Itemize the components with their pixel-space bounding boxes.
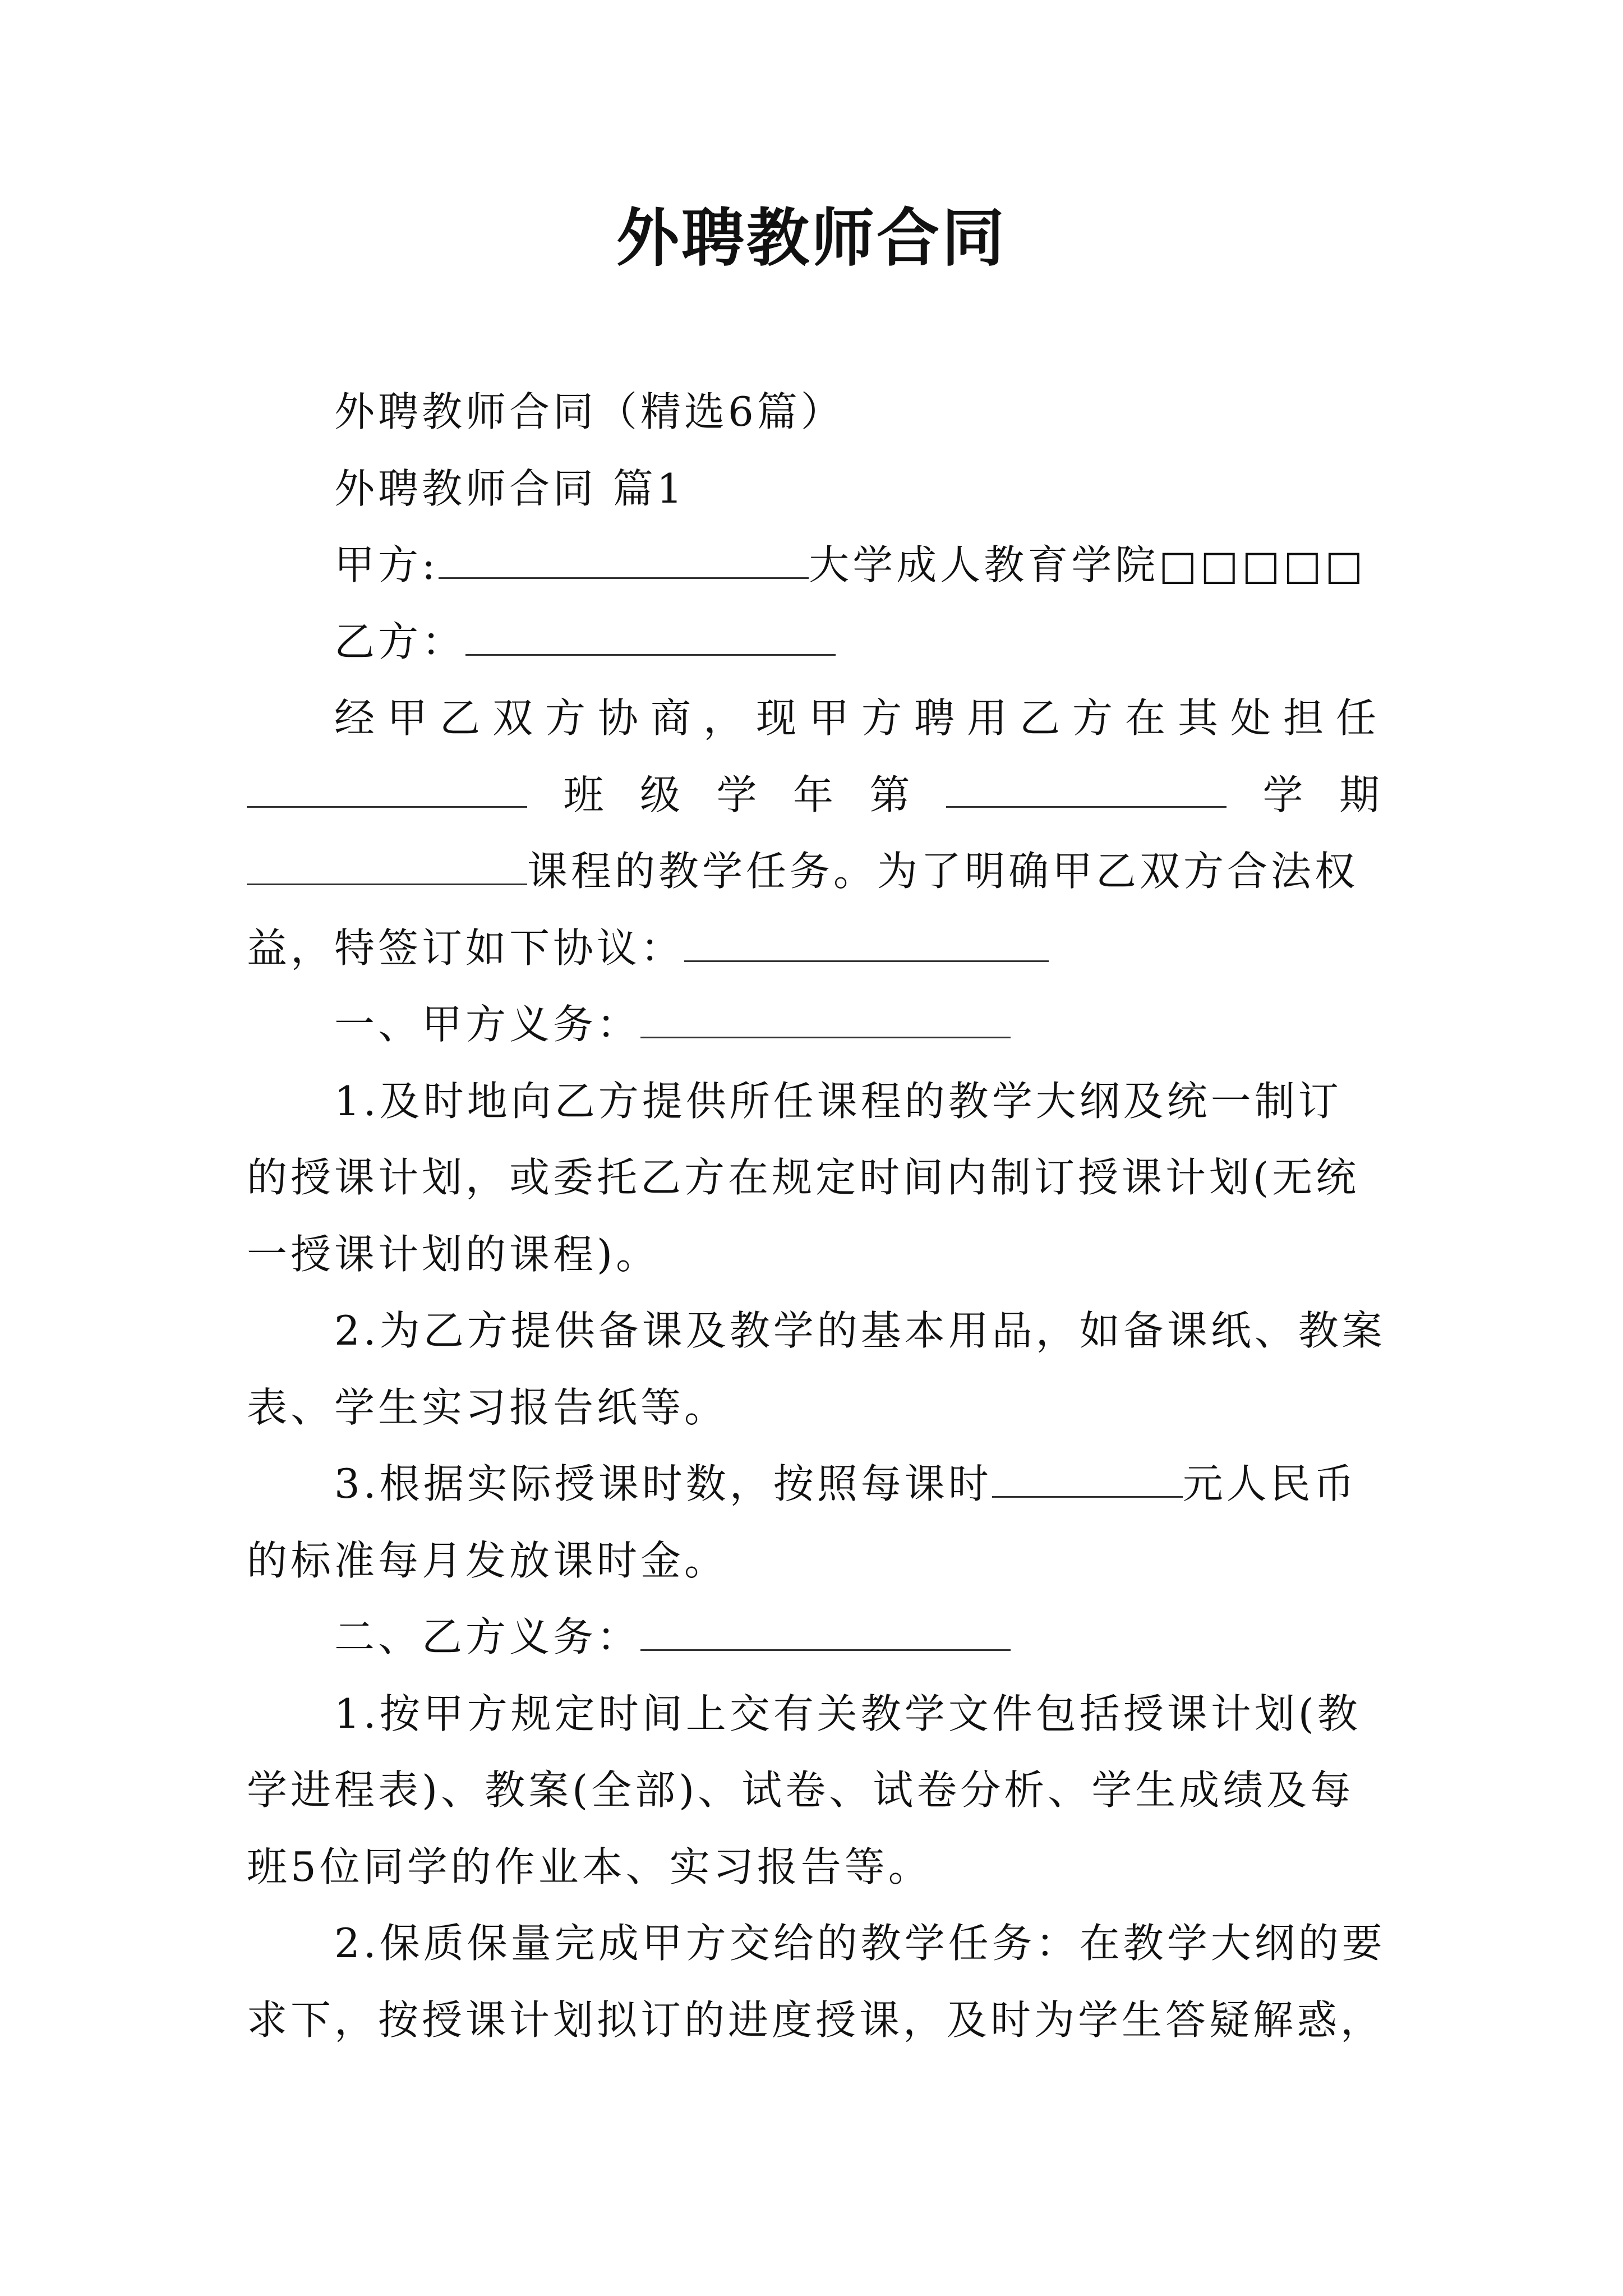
- a1-line-2: 的授课计划，或委托乙方在规定时间内制订授课计划(无统: [247, 1154, 1360, 1201]
- a1-line-3: 一授课计划的课程)。: [247, 1231, 660, 1278]
- a3-line-2: 的标准每月发放课时金。: [247, 1537, 728, 1584]
- document-subtitle: 外聘教师合同（精选6篇）: [334, 388, 845, 435]
- intro-line-2: [247, 767, 1380, 823]
- party-a-suffix: 大学成人教育学院□□□□□: [809, 541, 1367, 588]
- duty-a-blank: [640, 997, 1011, 1038]
- duty-b-heading-line: [334, 1609, 1380, 1665]
- party-b-blank: [465, 615, 836, 656]
- a3-line-1: [334, 1456, 1380, 1512]
- a3-text-pre: 3.根据实际授课时数，按照每课时: [334, 1460, 992, 1507]
- intro-word-xue: 学: [716, 771, 757, 818]
- a3-text-post: 元人民币: [1182, 1460, 1358, 1507]
- duty-a-heading: 一、甲方义务：: [334, 1001, 641, 1048]
- b1-line-2: 学进程表)、教案(全部)、试卷、试卷分析、学生成绩及每: [247, 1766, 1354, 1814]
- party-b-line: [334, 614, 1380, 670]
- intro-line-3: [247, 843, 1380, 899]
- intro-word-ji: 级: [639, 771, 680, 818]
- fee-blank: [992, 1457, 1183, 1498]
- a2-line-1: 2.为乙方提供备课及教学的基本用品，如备课纸、教案: [334, 1307, 1386, 1354]
- intro-word-xue2: 学: [1262, 771, 1303, 818]
- party-b-label: 乙方：: [334, 618, 466, 665]
- intro-text-4: 益，特签订如下协议：: [247, 924, 685, 972]
- party-a-blank: [439, 538, 809, 579]
- intro-word-di: 第: [869, 771, 910, 818]
- intro-word-nian: 年: [792, 771, 833, 818]
- agreement-blank: [684, 921, 1049, 962]
- b2-line-1: 2.保质保量完成甲方交给的教学任务：在教学大纲的要: [334, 1920, 1386, 1967]
- intro-text-3: 课程的教学任务。为了明确甲乙双方合法权: [527, 848, 1359, 895]
- a2-line-2: 表、学生实习报告纸等。: [247, 1384, 728, 1431]
- intro-word-ban: 班: [563, 771, 604, 818]
- intro-line-4: [247, 920, 1380, 976]
- course-blank: [247, 844, 527, 885]
- term-blank: [946, 767, 1227, 808]
- duty-a-heading-line: [334, 996, 1380, 1052]
- duty-b-blank: [640, 1610, 1011, 1651]
- intro-line-1: [334, 690, 1389, 746]
- intro-text-1: 经甲乙双方协商，现甲方聘用乙方在其处担任: [334, 694, 1389, 742]
- party-a-line: [334, 537, 1380, 593]
- b1-line-1: 1.按甲方规定时间上交有关教学文件包括授课计划(教: [334, 1690, 1361, 1737]
- a1-line-1: 1.及时地向乙方提供所任课程的教学大纲及统一制订: [334, 1078, 1342, 1125]
- duty-b-heading: 二、乙方义务：: [334, 1613, 641, 1660]
- b1-line-3: 班5位同学的作业本、实习报告等。: [247, 1843, 932, 1890]
- section-heading: 外聘教师合同 篇1: [334, 465, 686, 512]
- b2-line-2: 求下，按授课计划拟订的进度授课，及时为学生答疑解惑，: [247, 1996, 1385, 2044]
- intro-word-qi: 期: [1339, 771, 1380, 818]
- class-blank: [247, 767, 527, 808]
- party-a-label: 甲方:: [334, 541, 439, 588]
- document-title: 外聘教师合同: [616, 201, 1007, 275]
